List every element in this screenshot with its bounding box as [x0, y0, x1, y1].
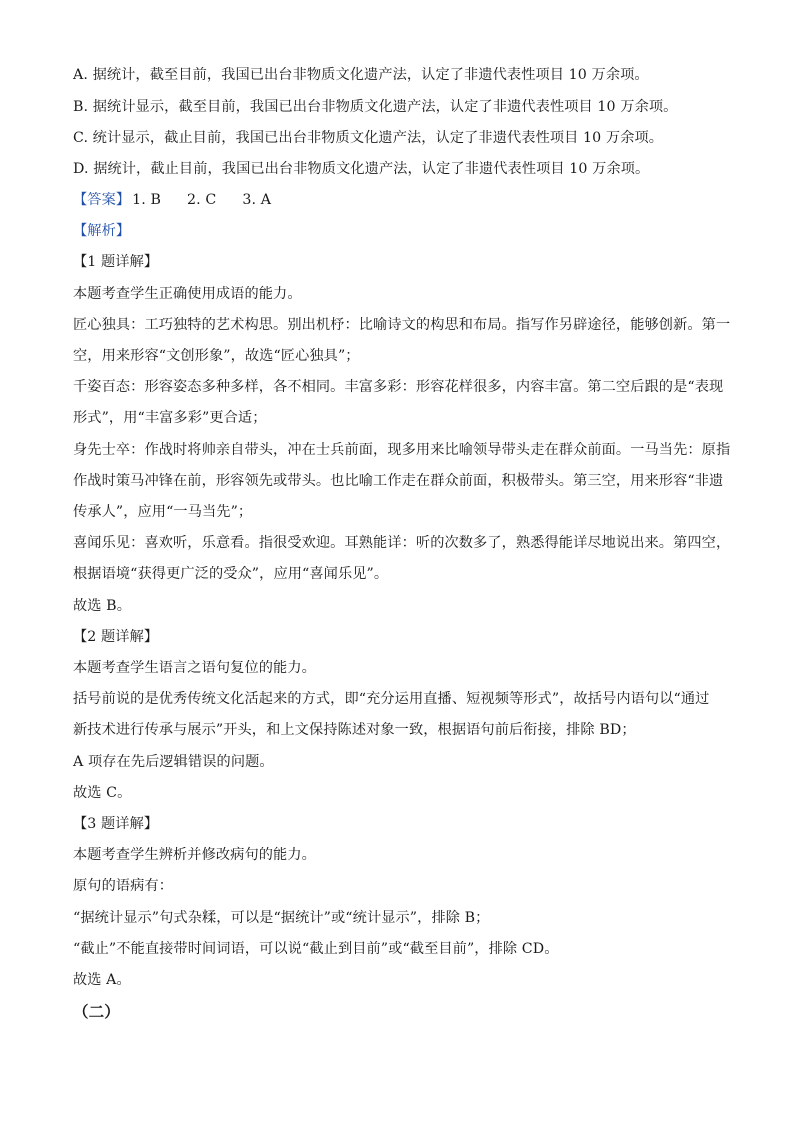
answer-item-3: 3. A [242, 192, 272, 208]
q2-line: 括号前说的是优秀传统文化活起来的方式，即“充分运用直播、短视频等形式”，故括号内语句以“通过 [73, 691, 710, 707]
q1-line: 作战时策马冲锋在前，形容领先或带头。也比喻工作走在群众前面，积极带头。第三空，用来形容“非遗 [73, 473, 724, 489]
q1-line: 身先士卒：作战时将帅亲自带头，冲在士兵前面，现多用来比喻领导带头走在群众前面。一马当先：原指 [73, 442, 731, 458]
q1-line: 空，用来形容“文创形象”，故选“匠心独具”； [73, 348, 360, 364]
analysis-label [73, 221, 723, 241]
q1-line: 故选 B。 [73, 598, 131, 614]
q3-line: “截止”不能直接带时间词语，可以说“截止到目前”或“截至目前”，排除 CD。 [73, 941, 559, 957]
analysis-label-text: 【解析】 [73, 223, 131, 239]
q2-line: A 项存在先后逻辑错误的问题。 [73, 754, 274, 770]
q2-line: 故选 C。 [73, 785, 132, 801]
q1-line: 形式”，用“丰富多彩”更合适； [73, 410, 267, 426]
q3-line: “据统计显示”句式杂糅，可以是“据统计”或“统计显示”，排除 B； [73, 910, 490, 926]
answer-label: 【答案】 [73, 192, 131, 208]
q3-line: 本题考查学生辨析并修改病句的能力。 [73, 847, 316, 863]
option-d: D. 据统计，截止目前，我国已出台非物质文化遗产法，认定了非遗代表性项目 10 万余项。 [73, 161, 650, 177]
q1-heading: 【1 题详解】 [73, 254, 159, 270]
q3-line: 原句的语病有： [73, 878, 174, 894]
q1-line: 千姿百态：形容姿态多种多样，各不相同。丰富多彩：形容花样很多，内容丰富。第二空后跟的是“表现 [73, 379, 724, 395]
q1-line: 本题考查学生正确使用成语的能力。 [73, 286, 302, 302]
section-marker: （二） [73, 1002, 120, 1021]
q2-line: 本题考查学生语言之语句复位的能力。 [73, 660, 316, 676]
q2-line: 新技术进行传承与展示”开头，和上文保持陈述对象一致，根据语句前后衔接，排除 BD； [73, 722, 636, 738]
q1-line: 匠心独具：工巧独特的艺术构思。别出机杼：比喻诗文的构思和布局。指写作另辟途径，能够创新。第一 [73, 317, 731, 333]
answer-item-1: 1. B [132, 192, 162, 208]
q1-line: 喜闻乐见：喜欢听，乐意看。指很受欢迎。耳熟能详：听的次数多了，熟悉得能详尽地说出来。第四空， [73, 535, 731, 551]
q3-heading: 【3 题详解】 [73, 816, 159, 832]
option-b: B. 据统计显示，截至目前，我国已出台非物质文化遗产法，认定了非遗代表性项目 10 万余项。 [73, 99, 678, 115]
option-a: A. 据统计，截至目前，我国已出台非物质文化遗产法，认定了非遗代表性项目 10 万余项。 [73, 67, 649, 83]
q2-heading: 【2 题详解】 [73, 629, 159, 645]
answer-item-2: 2. C [187, 192, 217, 208]
answer-line [73, 190, 723, 210]
q1-line: 根据语境“获得更广泛的受众”，应用“喜闻乐见”。 [73, 566, 389, 582]
q1-line: 传承人”，应用“一马当先”； [73, 504, 253, 520]
q3-line: 故选 A。 [73, 972, 131, 988]
option-c: C. 统计显示，截止目前，我国已出台非物质文化遗产法，认定了非遗代表性项目 10 万余项。 [73, 130, 664, 146]
